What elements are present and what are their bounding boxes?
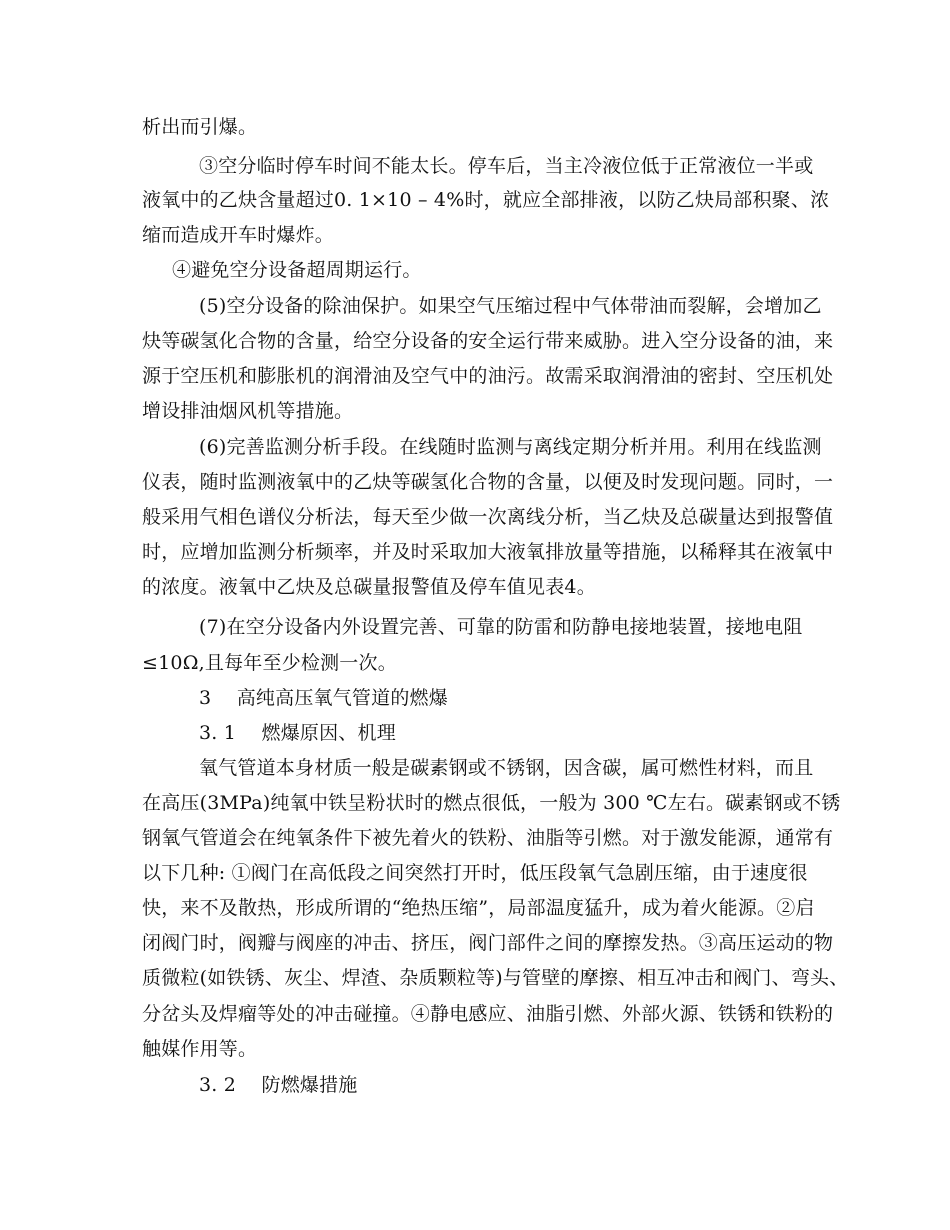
text-line: 钢氧气管道会在纯氧条件下被先着火的铁粉、油脂等引燃。对于激发能源，通常有: [142, 827, 834, 849]
text-line: 时，应增加监测分析频率，并及时采取加大液氧排放量等措施，以稀释其在液氧中: [142, 541, 834, 563]
text-line: 触媒作用等。: [142, 1038, 258, 1060]
text-line: (5)空分设备的除油保护。如果空气压缩过程中气体带油而裂解，会增加乙: [199, 295, 822, 317]
text-line: 缩而造成开车时爆炸。: [142, 224, 335, 246]
text-line: 快，来不及散热，形成所谓的“绝热压缩”，局部温度猛升，成为着火能源。②启: [142, 897, 815, 919]
text-line: 分岔头及焊瘤等处的冲击碰撞。④静电感应、油脂引燃、外部火源、铁锈和铁粉的: [142, 1003, 834, 1025]
text-line: 炔等碳氢化合物的含量，给空分设备的安全运行带来威胁。进入空分设备的油，来: [142, 330, 834, 352]
text-line: (6)完善监测分析手段。在线随时监测与离线定期分析并用。利用在线监测: [199, 436, 822, 458]
section-heading: 3 高纯高压氧气管道的燃爆: [199, 687, 448, 709]
text-line: ④避免空分设备超周期运行。: [172, 259, 422, 281]
text-line: 增设排油烟风机等措施。: [142, 400, 354, 422]
text-line: 闭阀门时，阀瓣与阀座的冲击、挤压，阀门部件之间的摩擦发热。③高压运动的物: [142, 932, 834, 954]
text-line: ③空分临时停车时间不能太长。停车后，当主冷液位低于正常液位一半或: [199, 155, 814, 177]
text-line: 的浓度。液氧中乙炔及总碳量报警值及停车值见表4。: [142, 576, 596, 598]
text-line: 般采用气相色谱仪分析法，每天至少做一次离线分析，当乙炔及总碳量达到报警值: [142, 506, 834, 528]
text-line: 氧气管道本身材质一般是碳素钢或不锈钢，因含碳，属可燃性材料，而且: [199, 757, 814, 779]
text-line: 液氧中的乙炔含量超过0. 1×10 – 4%时，就应全部排液，以防乙炔局部积聚、浓: [142, 189, 830, 211]
text-line: 仪表，随时监测液氧中的乙炔等碳氢化合物的含量，以便及时发现问题。同时，一: [142, 471, 834, 493]
text-line: ≤10Ω,且每年至少检测一次。: [142, 652, 397, 674]
text-line: 源于空压机和膨胀机的润滑油及空气中的油污。故需采取润滑油的密封、空压机处: [142, 365, 834, 387]
text-line: 在高压(3MPa)纯氧中铁呈粉状时的燃点很低，一般为 300 ℃左右。碳素钢或不锈: [142, 792, 841, 814]
text-line: 质微粒(如铁锈、灰尘、焊渣、杂质颗粒等)与管壁的摩擦、相互冲击和阀门、弯头、: [142, 967, 849, 989]
text-line: 析出而引爆。: [142, 116, 258, 138]
subsection-heading: 3. 1 燃爆原因、机理: [199, 722, 396, 744]
text-line: 以下几种: ①阀门在高低段之间突然打开时，低压段氧气急剧压缩，由于速度很: [142, 862, 808, 884]
text-line: (7)在空分设备内外设置完善、可靠的防雷和防静电接地装置，接地电阻: [199, 616, 803, 638]
subsection-heading: 3. 2 防燃爆措施: [199, 1074, 358, 1096]
